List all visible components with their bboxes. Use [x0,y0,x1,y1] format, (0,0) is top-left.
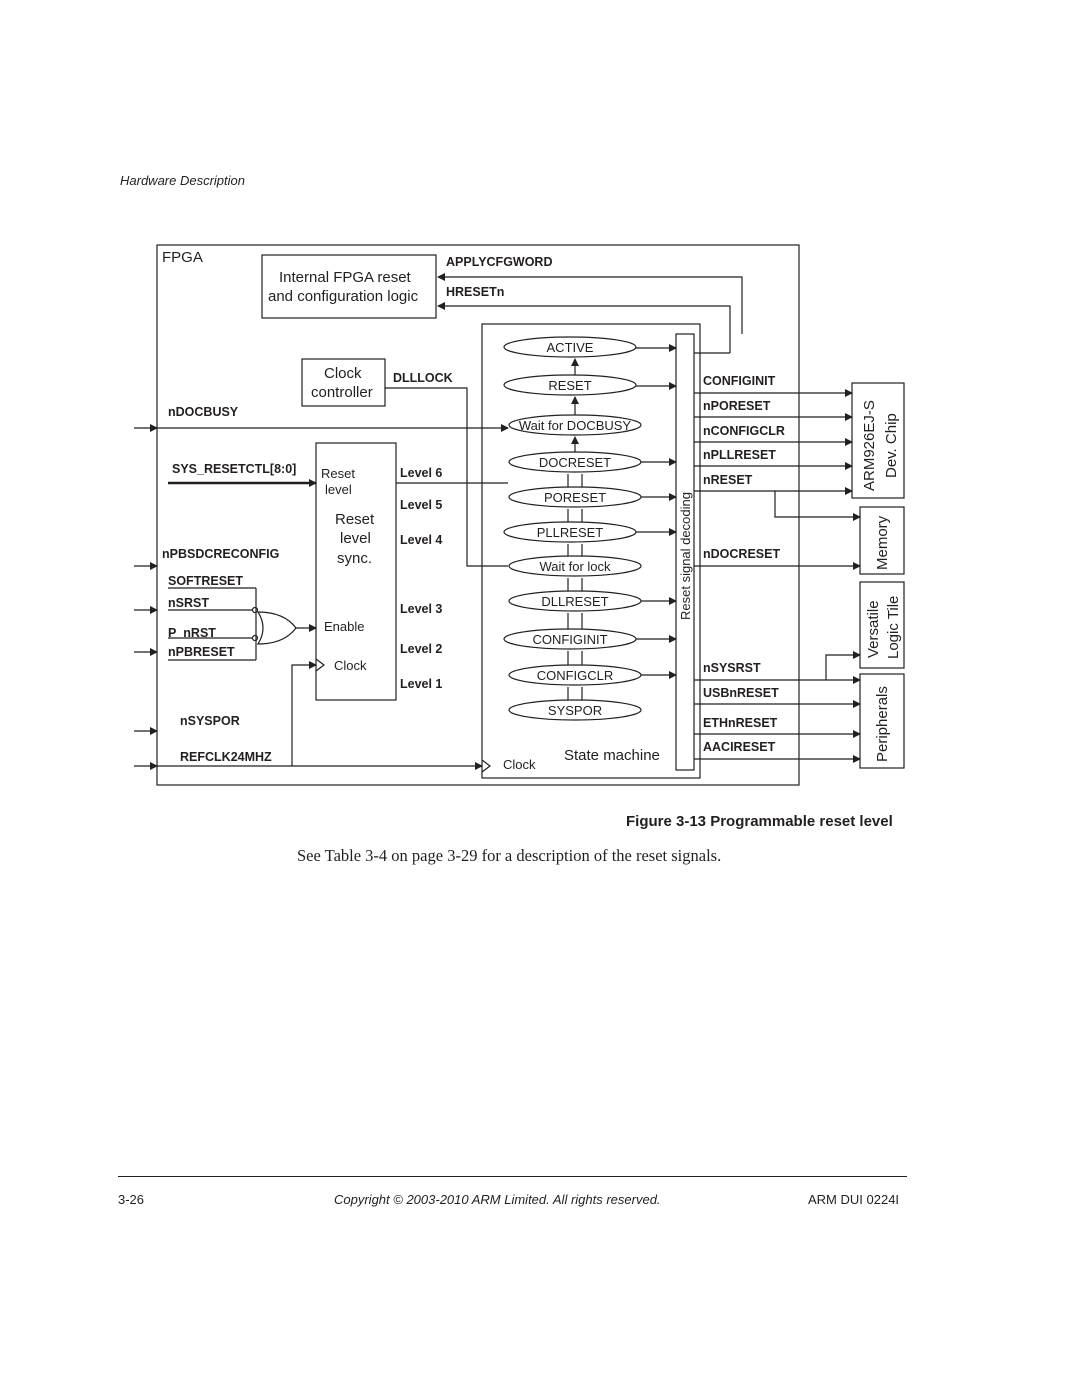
memory-label: Memory [874,515,891,570]
clock-controller-line2: controller [311,384,373,401]
state-wait-docbusy: Wait for DOCBUSY [518,418,632,433]
npbsdcreconfig-label: nPBSDCRECONFIG [162,547,280,561]
out-npllreset: nPLLRESET [703,448,776,462]
body-paragraph: See Table 3-4 on page 3-29 for a description of the reset signals. [297,846,722,865]
level-1: Level 1 [400,677,443,691]
fpga-label: FPGA [162,249,203,266]
internal-reset-box [262,255,436,318]
state-machine-label: State machine [564,747,660,764]
ndocbusy-label: nDOCBUSY [168,405,239,419]
decoding-label: Reset signal decoding [678,492,693,620]
sys-resetctl-label: SYS_RESETCTL[8:0] [172,462,297,476]
state-active: ACTIVE [546,340,594,355]
state-configclr: CONFIGCLR [536,668,614,683]
running-header: Hardware Description [120,173,245,188]
clock-controller-line1: Clock [324,365,362,382]
internal-reset-line1: Internal FPGA reset [279,269,411,286]
state-clock-label: Clock [503,757,536,772]
sync-reset-b: level [325,482,352,497]
out-configinit: CONFIGINIT [703,374,776,388]
arm-chip-line2: Dev. Chip [883,413,900,478]
state-configinit: CONFIGINIT [532,632,608,647]
out-nsysrst: nSYSRST [703,661,761,675]
sync-title-2: level [340,530,371,547]
level-2: Level 2 [400,642,443,656]
page-number: 3-26 [118,1192,145,1207]
p-nrst-label: P_nRST [168,626,216,640]
applycfgword-label: APPLYCFGWORD [446,255,553,269]
doc-id: ARM DUI 0224I [808,1192,900,1207]
nsyspor-label: nSYSPOR [180,714,240,728]
state-docreset: DOCRESET [538,455,612,470]
npbreset-label: nPBRESET [168,645,235,659]
figure-caption: Figure 3-13 Programmable reset level [626,813,893,830]
sync-enable: Enable [324,619,365,634]
dlllock-label: DLLLOCK [393,371,453,385]
hresetn-label: HRESETn [446,285,505,299]
out-nconfigclr: nCONFIGCLR [703,424,785,438]
arm-chip-line1: ARM926EJ-S [861,400,878,491]
state-poreset: PORESET [543,490,607,505]
copyright: Copyright © 2003-2010 ARM Limited. All rights reserved. [334,1192,661,1207]
state-dllreset: DLLRESET [541,594,609,609]
nsrst-label: nSRST [168,596,209,610]
peripherals-label: Peripherals [874,686,891,762]
refclk24mhz-label: REFCLK24MHZ [180,750,272,764]
state-reset: RESET [548,378,592,393]
footer-rule [118,1176,907,1177]
internal-reset-line2: and configuration logic [268,288,419,305]
logic-tile-line1: Versatile [865,600,882,658]
out-nreset: nRESET [703,473,753,487]
level-4: Level 4 [400,533,443,547]
state-wait-lock: Wait for lock [539,559,611,574]
state-pllreset: PLLRESET [536,525,604,540]
out-ndocreset: nDOCRESET [703,547,781,561]
sync-clock: Clock [334,658,367,673]
state-syspor: SYSPOR [547,703,603,718]
level-5: Level 5 [400,498,443,512]
level-3: Level 3 [400,602,443,616]
out-usbnreset: USBnRESET [703,686,779,700]
level-6: Level 6 [400,466,443,480]
sync-reset-a: Reset [321,466,355,481]
out-ethnreset: ETHnRESET [703,716,778,730]
logic-tile-line2: Logic Tile [885,595,902,659]
out-nporeset: nPORESET [703,399,771,413]
out-aacireset: AACIRESET [703,740,776,754]
sync-title-1: Reset [335,511,375,528]
sync-title-3: sync. [337,550,373,567]
softreset-label: SOFTRESET [168,574,244,588]
